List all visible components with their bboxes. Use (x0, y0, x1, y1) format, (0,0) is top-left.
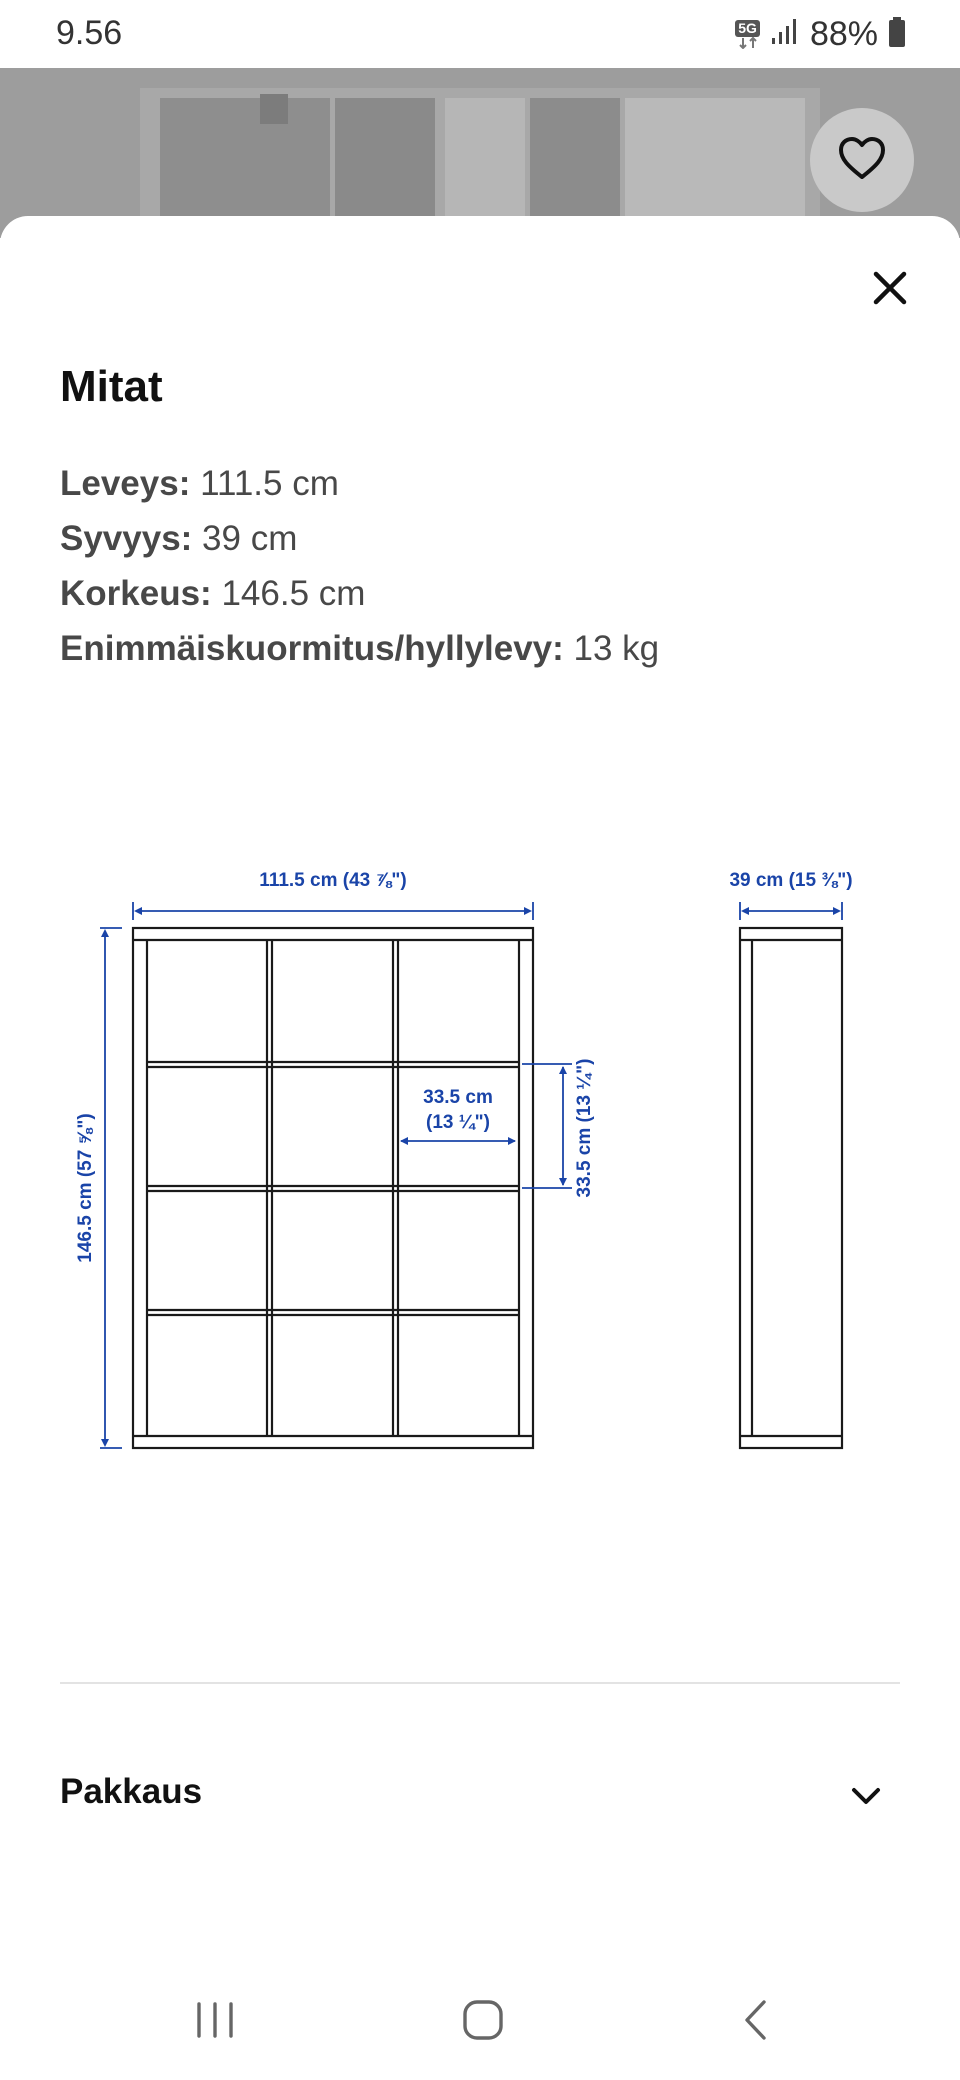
dimension-label: Syvyys: (60, 519, 193, 558)
dimension-max-load (60, 629, 659, 684)
compartment-width-label: 33.5 cm (423, 1087, 493, 1108)
status-bar (0, 0, 960, 68)
system-nav-bar (0, 1960, 960, 2080)
compartment-width-imperial: (13 ¼") (426, 1112, 490, 1133)
compartment-height-label: 33.5 cm (13 ¼") (574, 1058, 595, 1198)
section-divider (60, 1682, 900, 1684)
dimension-value: 13 kg (563, 629, 660, 668)
chevron-down-icon[interactable] (842, 1772, 890, 1820)
dimension-value: 111.5 cm (190, 464, 339, 503)
home-button[interactable] (443, 1982, 523, 2062)
dimension-value: 39 cm (192, 519, 298, 558)
dimension-label: Korkeus: (60, 574, 212, 613)
height-label: 146.5 cm (57 ⅝") (75, 1113, 96, 1263)
dimension-width (60, 464, 659, 519)
battery-percent: 88% (809, 14, 878, 53)
back-button[interactable] (715, 1982, 795, 2062)
recent-apps-button[interactable] (175, 1982, 255, 2062)
dimension-value: 146.5 cm (211, 574, 366, 613)
status-time: 9.56 (56, 14, 123, 52)
close-icon (873, 271, 907, 309)
favorite-button[interactable] (810, 108, 914, 212)
network-5g-icon (735, 20, 760, 49)
dimension-label: Enimmäiskuormitus/hyllylevy: (60, 629, 564, 668)
packaging-section[interactable] (60, 1760, 900, 1840)
network-type: 5G (735, 20, 760, 37)
status-indicators (735, 14, 906, 54)
sheet-title: Mitat (60, 362, 163, 411)
heart-icon (838, 136, 886, 184)
home-icon (461, 1998, 505, 2046)
dimension-list (60, 464, 659, 684)
dimension-depth (60, 519, 659, 574)
back-icon (739, 1998, 771, 2046)
packaging-title: Pakkaus (60, 1772, 203, 1811)
dimension-drawing (60, 850, 900, 1464)
dimension-height (60, 574, 659, 629)
recent-apps-icon (193, 2000, 237, 2044)
signal-icon (770, 18, 800, 50)
front-view-outline (133, 928, 533, 1448)
depth-label: 39 cm (15 ⅜") (729, 870, 853, 891)
battery-icon (888, 17, 906, 51)
close-button[interactable] (862, 262, 918, 318)
side-view-outline (740, 928, 842, 1448)
dimension-label: Leveys: (60, 464, 191, 503)
width-label: 111.5 cm (43 ⅞") (259, 870, 407, 891)
